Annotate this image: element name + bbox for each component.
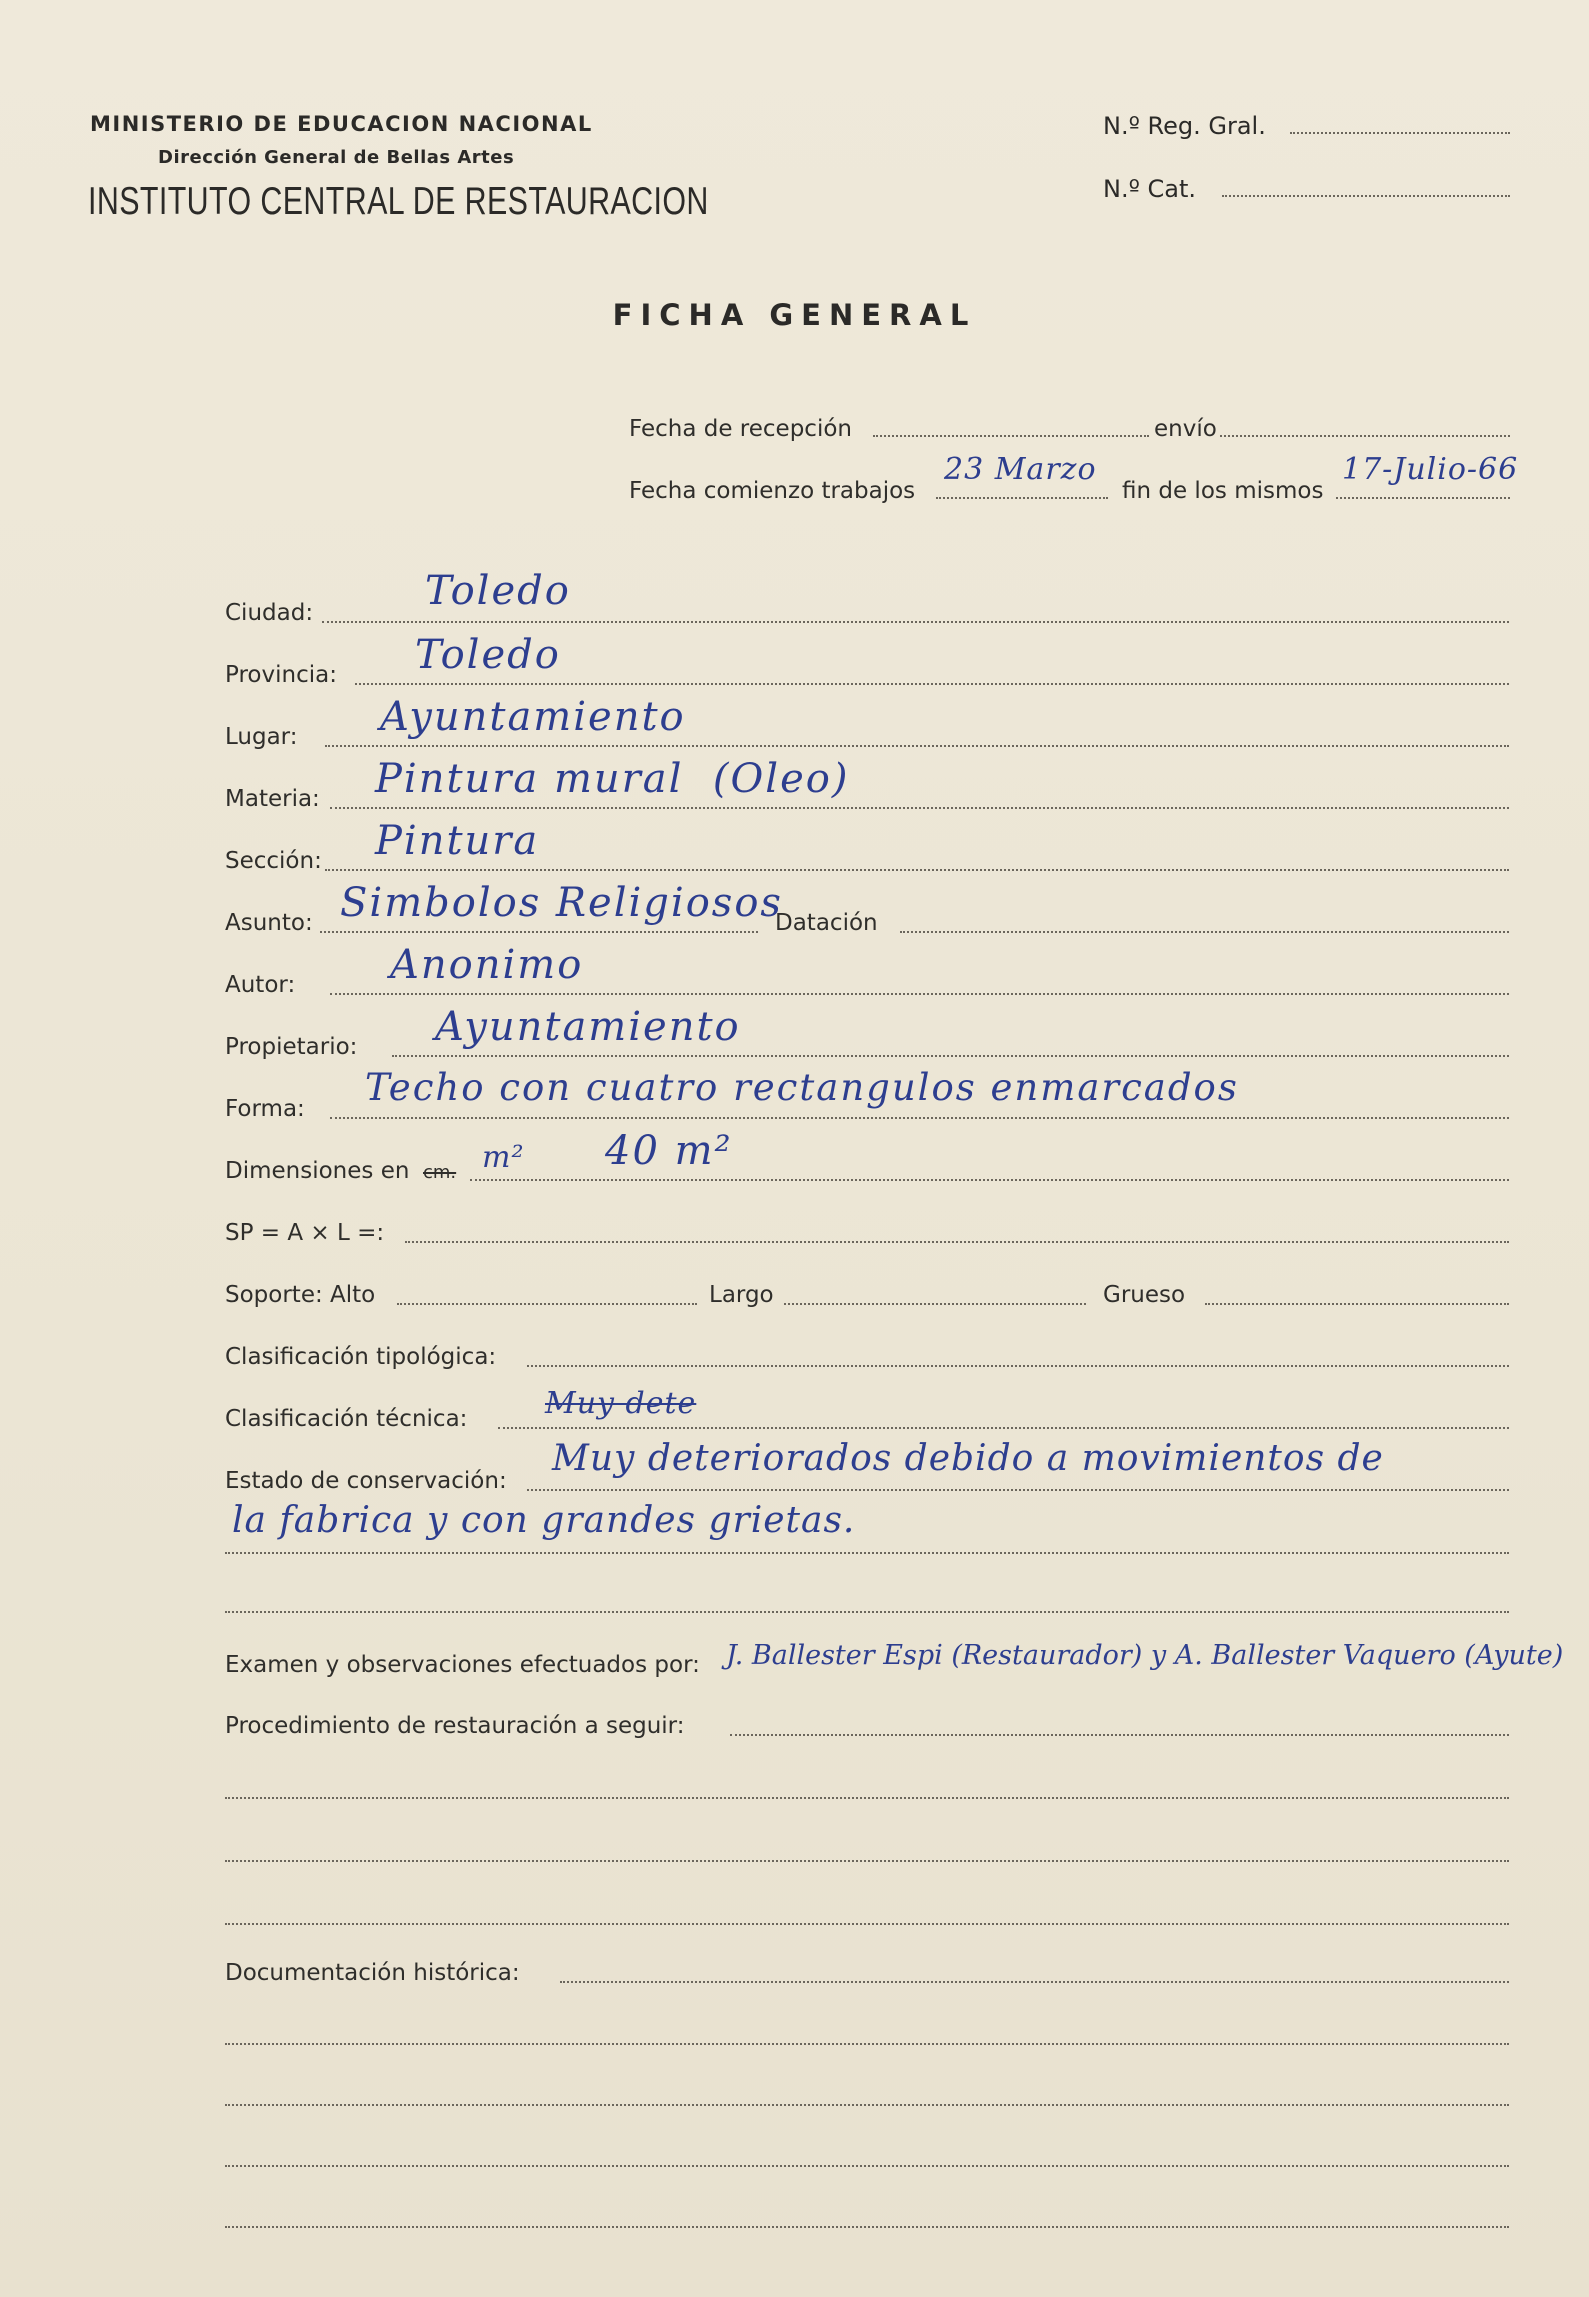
direction-heading: Dirección General de Bellas Artes xyxy=(158,147,515,168)
documentacion-label: Documentación histórica: xyxy=(225,1960,520,1986)
clasificacion-tecnica-label: Clasificación técnica: xyxy=(225,1406,468,1432)
clasificacion-tecnica-line xyxy=(498,1427,1509,1429)
seccion-label: Sección: xyxy=(225,848,322,874)
autor-line xyxy=(330,993,1509,995)
autor-label: Autor: xyxy=(225,972,296,998)
provincia-label: Provincia: xyxy=(225,662,337,688)
page-title: FICHA GENERAL xyxy=(612,298,977,332)
send-date-label: envío xyxy=(1154,416,1217,442)
forma-label: Forma: xyxy=(225,1096,305,1122)
estado-conservacion-line-2 xyxy=(225,1552,1509,1554)
cat-line xyxy=(1222,195,1510,197)
materia-label: Materia: xyxy=(225,786,320,812)
procedimiento-label: Procedimiento de restauración a seguir: xyxy=(225,1713,685,1739)
estado-conservacion-value-1: Muy deteriorados debido a movimientos de xyxy=(552,1438,1384,1479)
seccion-value: Pintura xyxy=(375,818,540,864)
start-date-line xyxy=(936,497,1108,499)
soporte-alto-label: Soporte: Alto xyxy=(225,1282,376,1308)
reg-gral-label: N.º Reg. Gral. xyxy=(1103,112,1266,140)
soporte-grueso-line xyxy=(1205,1303,1509,1305)
documentacion-line-1 xyxy=(560,1981,1509,1983)
dimensiones-struck-unit: cm. xyxy=(423,1162,457,1183)
dimensiones-label: Dimensiones en xyxy=(225,1158,410,1184)
soporte-alto-line xyxy=(397,1303,697,1305)
end-date-line xyxy=(1336,497,1510,499)
ministry-heading: MINISTERIO DE EDUCACION NACIONAL xyxy=(90,112,593,136)
examen-label: Examen y observaciones efectuados por: xyxy=(225,1652,700,1678)
cat-label: N.º Cat. xyxy=(1103,175,1197,203)
procedimiento-line-4 xyxy=(225,1923,1509,1925)
provincia-value: Toledo xyxy=(415,632,561,678)
dimensiones-line xyxy=(470,1179,1509,1181)
dimensiones-value: 40 m² xyxy=(605,1128,733,1174)
ciudad-line xyxy=(322,621,1509,623)
examen-value: J. Ballester Espi (Restaurador) y A. Ballester Vaquero (Ayute) xyxy=(726,1640,1564,1671)
estado-conservacion-line-3 xyxy=(225,1611,1509,1613)
datacion-label: Datación xyxy=(775,910,878,936)
end-date-label: fin de los mismos xyxy=(1122,478,1324,504)
datacion-line xyxy=(900,931,1509,933)
soporte-grueso-label: Grueso xyxy=(1103,1282,1186,1308)
end-date-value: 17-Julio-66 xyxy=(1342,452,1519,487)
reg-gral-line xyxy=(1290,132,1510,134)
lugar-line xyxy=(325,745,1509,747)
materia-line xyxy=(330,807,1509,809)
start-date-value: 23 Marzo xyxy=(944,452,1097,487)
institute-heading: INSTITUTO CENTRAL DE RESTAURACION xyxy=(88,180,709,223)
documentacion-line-3 xyxy=(225,2104,1509,2106)
materia-value: Pintura mural (Oleo) xyxy=(375,756,850,802)
procedimiento-line-3 xyxy=(225,1860,1509,1862)
estado-conservacion-line-1 xyxy=(527,1489,1509,1491)
autor-value: Anonimo xyxy=(390,942,584,988)
forma-line xyxy=(330,1117,1509,1119)
forma-value: Techo con cuatro rectangulos enmarcados xyxy=(365,1066,1239,1109)
documentacion-line-5 xyxy=(225,2226,1509,2228)
send-date-line xyxy=(1220,435,1510,437)
asunto-label: Asunto: xyxy=(225,910,313,936)
lugar-value: Ayuntamiento xyxy=(380,694,686,740)
propietario-value: Ayuntamiento xyxy=(435,1004,741,1050)
lugar-label: Lugar: xyxy=(225,724,298,750)
asunto-value: Simbolos Religiosos xyxy=(340,880,783,926)
soporte-largo-line xyxy=(784,1303,1086,1305)
seccion-line xyxy=(325,869,1509,871)
dimensiones-unit: m² xyxy=(482,1140,525,1175)
documentacion-line-4 xyxy=(225,2165,1509,2167)
clasificacion-tipologica-label: Clasificación tipológica: xyxy=(225,1344,497,1370)
sp-formula-label: SP = A × L =: xyxy=(225,1220,385,1246)
provincia-line xyxy=(355,683,1509,685)
reception-date-line xyxy=(873,435,1149,437)
sp-line xyxy=(405,1241,1509,1243)
propietario-label: Propietario: xyxy=(225,1034,358,1060)
reception-date-label: Fecha de recepción xyxy=(629,416,852,442)
clasificacion-tecnica-value: Muy dete xyxy=(545,1386,697,1421)
asunto-line xyxy=(320,931,758,933)
estado-conservacion-label: Estado de conservación: xyxy=(225,1468,507,1494)
start-date-label: Fecha comienzo trabajos xyxy=(629,478,916,504)
clasificacion-tipologica-line xyxy=(527,1365,1509,1367)
soporte-largo-label: Largo xyxy=(709,1282,774,1308)
procedimiento-line-1 xyxy=(730,1734,1509,1736)
procedimiento-line-2 xyxy=(225,1797,1509,1799)
ciudad-value: Toledo xyxy=(425,568,571,614)
estado-conservacion-value-2: la fabrica y con grandes grietas. xyxy=(232,1500,856,1541)
documentacion-line-2 xyxy=(225,2043,1509,2045)
ciudad-label: Ciudad: xyxy=(225,600,314,626)
propietario-line xyxy=(392,1055,1509,1057)
